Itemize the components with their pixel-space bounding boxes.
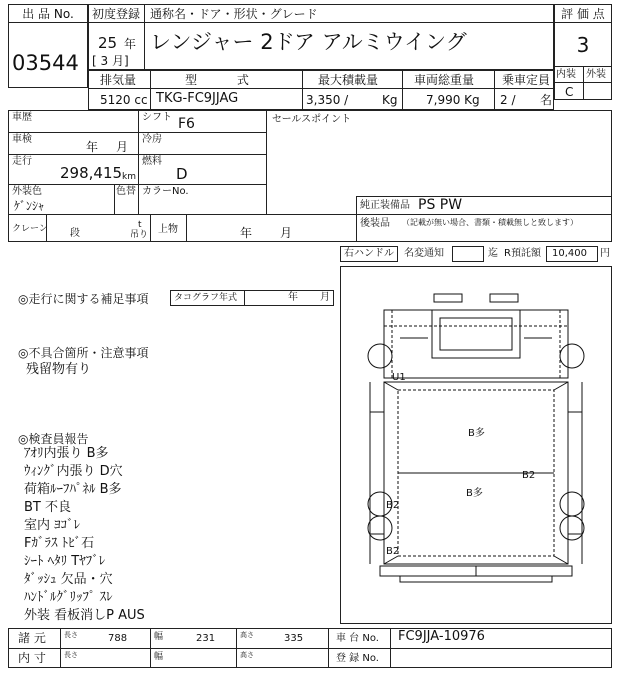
chassis-value: FC9JJA-10976 [398, 629, 485, 644]
max-load-unit: Kg [382, 93, 398, 107]
name-change-box [452, 246, 484, 262]
spec-row-label: 諸 元 [18, 631, 46, 645]
mileage-value: 298,415 [60, 164, 123, 182]
name-change-label: 名変通知 [404, 248, 444, 259]
grade-value: 3 [576, 33, 590, 57]
exterior-color: ｹﾞﾝｼｬ [14, 199, 45, 213]
crane-label: クレーン [12, 224, 48, 234]
inspector-line: ﾊﾝﾄﾞﾙｸﾞﾘｯﾌﾟ ｽﾚ [24, 590, 113, 605]
upper-month: 月 [280, 226, 293, 240]
interior-grade-label: 内装 [556, 69, 576, 80]
year-value: 25 [98, 34, 118, 52]
width-value: 231 [196, 633, 216, 644]
yen-label: 円 [600, 248, 610, 259]
shift-label: シフト [142, 112, 172, 123]
car-name-label: 通称名・ドア・形状・グレード [150, 7, 318, 21]
sales-point-label: セールスポイント [272, 114, 352, 125]
genuine-label: 純正装備品 [360, 200, 410, 211]
displacement: 5120 cc [100, 93, 148, 107]
year-unit: 年 [124, 37, 137, 51]
aftermarket-note: （記載が無い場合、書類・積載無しと致します） [402, 218, 578, 227]
exterior-color-label: 外装色 [12, 186, 42, 197]
inspector-line: ｼｰﾄ ﾍﾀﾘ Tﾔﾌﾞﾚ [24, 554, 106, 569]
gross-weight: 7,990 Kg [426, 93, 480, 107]
lot-number: 03544 [12, 51, 79, 75]
rhd-label: 右ハンドル [344, 248, 394, 259]
model: TKG-FC9JJAG [156, 91, 239, 106]
registration-label: 登 録 No. [336, 653, 379, 664]
exterior-grade-label: 外装 [586, 69, 606, 80]
inspector-line: ﾀﾞｯｼｭ 欠品・穴 [24, 572, 113, 587]
fuel-label: 燃料 [142, 156, 162, 167]
damage-mark-u1: U1 [392, 372, 406, 383]
damage-mark-b-multi-upper: B多 [468, 428, 485, 439]
ac-label: 冷房 [142, 134, 162, 145]
mileage-label: 走行 [12, 156, 32, 167]
tacho-year: 年 [288, 292, 298, 303]
width-label-interior: 幅 [154, 652, 164, 662]
damage-mark-b-multi-lower: B多 [466, 488, 483, 499]
inspection-year: 年 [86, 140, 99, 154]
fuel-value: D [176, 165, 188, 183]
height-label: 高さ [240, 631, 254, 639]
inspector-line: 室内 ﾖｺﾞﾚ [24, 518, 81, 533]
inspector-line: ｳｨﾝｸﾞ内張り D穴 [24, 464, 123, 479]
sou-label: 迄 [488, 248, 498, 259]
grade-label: 評 価 点 [561, 7, 605, 21]
inspector-title: ◎検査員報告 [18, 432, 89, 446]
upper-year: 年 [240, 226, 253, 240]
inspector-line: BT 不良 [24, 500, 71, 515]
inspection-label: 車検 [12, 134, 32, 145]
capacity-label: 乗車定員 [502, 73, 551, 87]
defects-title: ◎不具合箇所・注意事項 [18, 346, 149, 360]
stage-label: 段 [70, 228, 80, 239]
max-load: 3,350 / [306, 93, 349, 107]
aftermarket-label: 後装品 [360, 218, 390, 229]
inspector-line: Fｶﾞﾗｽ ﾄﾋﾞ石 [24, 536, 95, 551]
model-label: 型 式 [185, 73, 267, 87]
month-value: [ 3 月] [92, 54, 129, 68]
driving-title: ◎走行に関する補足事項 [18, 292, 149, 306]
inspector-line: 外装 看板消しP AUS [24, 608, 145, 623]
r-deposit-value: 10,400 [552, 248, 587, 259]
interior-grade: C [565, 85, 574, 99]
capacity-unit: 名 [540, 93, 553, 107]
inspector-line: ｱｵﾘ内張り B多 [24, 446, 109, 461]
color-code-label: カラーNo. [142, 186, 189, 197]
height-label-interior: 高さ [240, 651, 254, 659]
upper-label: 上物 [158, 224, 178, 235]
tacho-label: タコグラフ年式 [174, 293, 238, 303]
r-deposit-label: R預託額 [504, 248, 541, 259]
interior-row-label: 内 寸 [18, 651, 46, 665]
lot-label: 出 品 No. [22, 7, 74, 21]
length-label: 長さ [64, 631, 78, 639]
tacho-month: 月 [320, 292, 330, 303]
mileage-unit: km [122, 172, 136, 182]
inspector-line: 荷箱ﾙｰﾌﾊﾟﾈﾙ B多 [24, 482, 122, 497]
chassis-label: 車 台 No. [336, 633, 379, 644]
capacity: 2 / [500, 93, 516, 107]
damage-mark-b2-right: B2 [522, 470, 536, 481]
truck-outline [340, 266, 612, 624]
damage-mark-b2-left: B2 [386, 500, 400, 511]
hang-label: 吊り [130, 230, 149, 240]
car-name: レンジャー 2ドア アルミウイング [150, 30, 467, 54]
length-value: 788 [108, 633, 128, 644]
defects-text: 残留物有り [26, 362, 92, 377]
shift-value: F6 [178, 116, 195, 132]
max-load-label: 最大積載量 [318, 73, 379, 87]
width-label: 幅 [154, 632, 164, 642]
color-change-label: 色替 [116, 186, 136, 197]
genuine-value: PS PW [418, 197, 463, 213]
length-label-interior: 長さ [64, 651, 78, 659]
history-label: 車歴 [12, 112, 32, 123]
gross-weight-label: 車両総重量 [414, 73, 475, 87]
first-reg-label: 初度登録 [92, 7, 141, 21]
height-value: 335 [284, 633, 304, 644]
inspection-month: 月 [116, 140, 129, 154]
damage-mark-b2-rear: B2 [386, 546, 400, 557]
displacement-label: 排気量 [100, 73, 137, 87]
ton-label: t [138, 220, 142, 230]
